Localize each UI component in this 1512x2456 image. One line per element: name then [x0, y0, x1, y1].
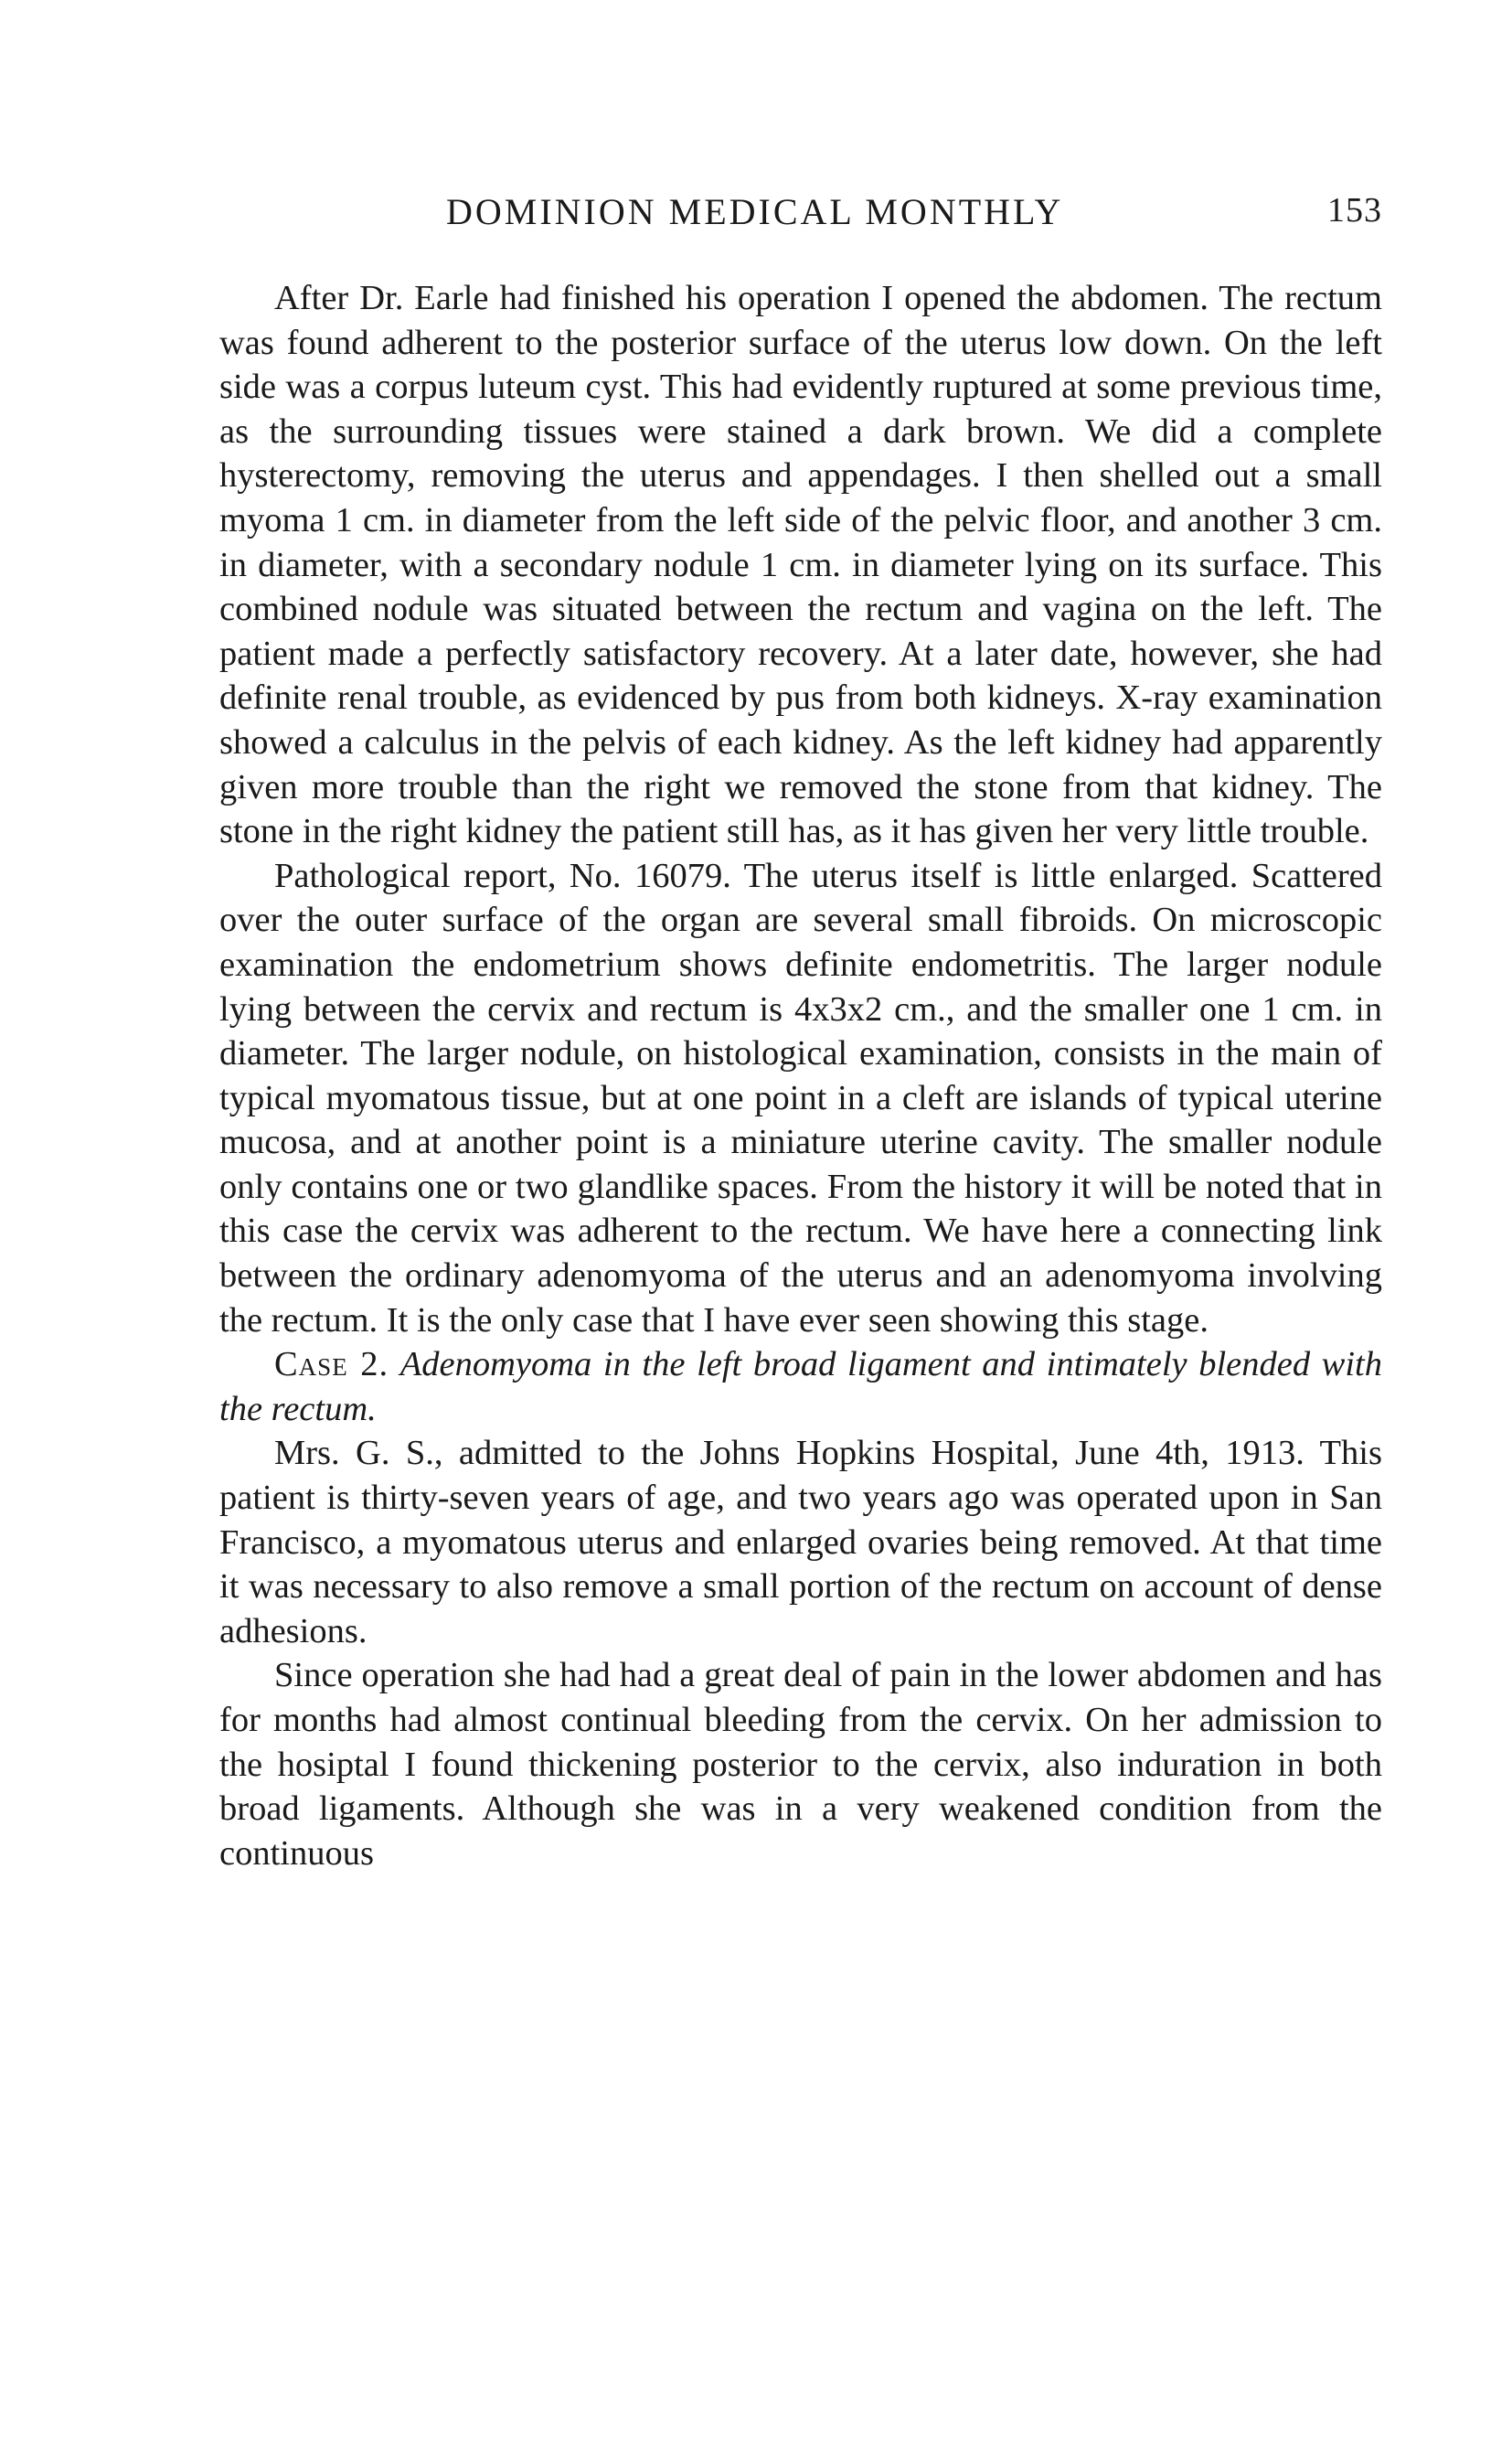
page-header [219, 190, 1382, 236]
page-number: 153 [1327, 191, 1382, 230]
paragraph-operation: After Dr. Earle had finished his operation I opened the abdomen. The rectum was found adherent to the posterior surface of the uterus low down. On the left side was a corpus luteum cyst. This had evidently ruptured at some previous time, as the surrounding tissues were stained a dark brown. We did a complete hysterectomy, removing the uterus and appendages. I then shelled out a small myoma 1 cm. in diameter from the left side of the pelvic floor, and another 3 cm. in diameter, with a secondary nodule 1 cm. in diameter lying on its surface. This combined nodule was situated between the rectum and vagina on the left. The patient made a perfectly satisfactory recovery. At a later date, however, she had definite renal trouble, as evidenced by pus from both kidneys. X-ray examination showed a calculus in the pelvis of each kidney. As the left kidney had apparently given more trouble than the right we removed the stone from that kidney. The stone in the right kidney the patient still has, as it has given her very little trouble. [219, 279, 1382, 851]
paragraph-since-operation: Since operation she had had a great deal of pain in the lower abdomen and has for months had almost continual bleeding from the cervix. On her admission to the hosiptal I found thickening posterior to the cervix, also induration in both broad ligaments. Although she was in a very weakened condition from the continuous [219, 1656, 1382, 1873]
body-text [219, 276, 1382, 1875]
running-title: DOMINION MEDICAL MONTHLY [446, 191, 1064, 232]
case-label: Case 2. [274, 1345, 389, 1384]
paragraph-pathological-report: Pathological report, No. 16079. The uterus itself is little enlarged. Scattered over the outer surface of the organ are several small fibroids. On microscopic examination the endometrium shows definite endometritis. The larger nodule lying between the cervix and rectum is 4x3x2 cm., and the smaller one 1 cm. in diameter. The larger nodule, on histological examination, consists in the main of typical myomatous tissue, but at one point in a cleft are islands of typical uterine mucosa, and at another point is a miniature uterine cavity. The smaller nodule only contains one or two glandlike spaces. From the history it will be noted that in this case the cervix was adherent to the rectum. We have here a connecting link between the ordinary adenomyoma of the uterus and an adenomyoma involving the rectum. It is the only case that I have ever seen showing this stage. [219, 856, 1382, 1340]
case-title: Adenomyoma in the left broad ligament and intimately blended with the rectum. [219, 1345, 1382, 1428]
case-heading [219, 1342, 1382, 1431]
paragraph-admission: Mrs. G. S., admitted to the Johns Hopkins Hospital, June 4th, 1913. This patient is thirty-seven years of age, and two years ago was operated upon in San Francisco, a myomatous uterus and enlarged ovaries being removed. At that time it was necessary to also remove a small portion of the rectum on account of dense adhesions. [219, 1434, 1382, 1650]
